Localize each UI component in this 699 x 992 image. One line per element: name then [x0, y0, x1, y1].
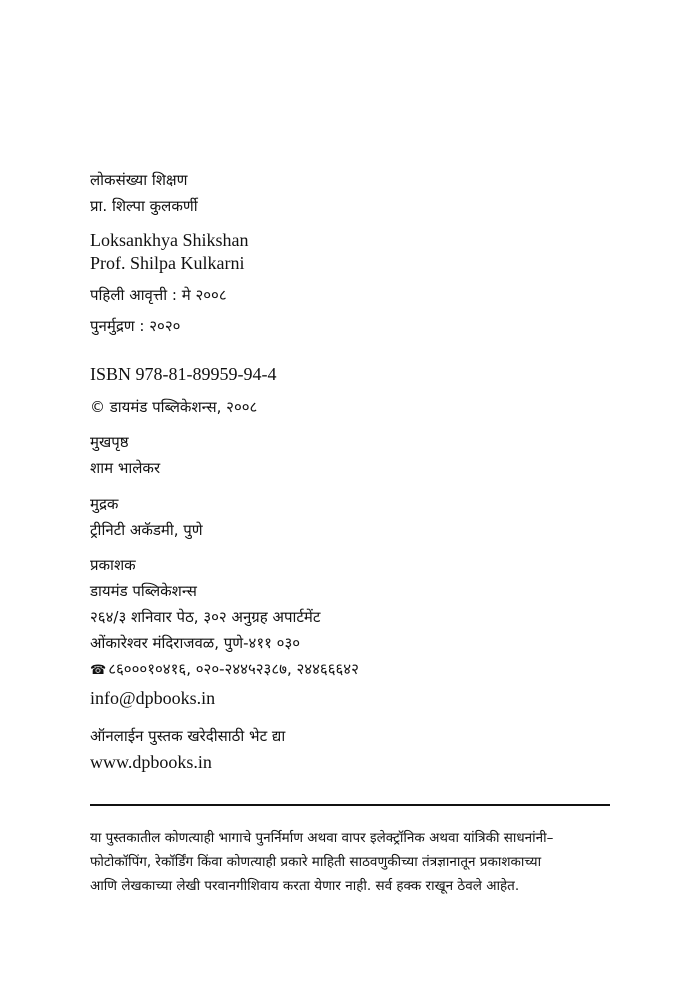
publisher-address-line-2: ओंकारेश्वर मंदिराजवळ, पुणे-४११ ०३० [90, 634, 301, 652]
first-edition: पहिली आवृत्ती : मे २००८ [90, 286, 227, 304]
online-purchase-label: ऑनलाईन पुस्तक खरेदीसाठी भेट द्या [90, 727, 286, 745]
publisher-name: डायमंड पब्लिकेशन्स [90, 582, 197, 600]
book-title-marathi: लोकसंख्या शिक्षण [90, 171, 188, 189]
notice-line-1: या पुस्तकातील कोणत्याही भागाचे पुनर्निर्माण अथवा वापर इलेक्ट्रॉनिक अथवा यांत्रिकी साधनांनी– [90, 830, 554, 846]
book-title-english: Loksankhya Shikshan [90, 230, 249, 250]
publisher-address-line-1: २६४/३ शनिवार पेठ, ३०२ अनुग्रह अपार्टमेंट [90, 608, 321, 626]
divider-rule [90, 804, 610, 806]
isbn: ISBN 978-81-89959-94-4 [90, 364, 277, 384]
cover-artist: शाम भालेकर [90, 459, 161, 477]
phone-numbers: ८६०००१०४१६, ०२०-२४४५२३८७, २४४६६६४२ [108, 660, 359, 678]
website-link[interactable]: www.dpbooks.in [90, 752, 212, 772]
printer-label: मुद्रक [90, 495, 119, 513]
author-marathi: प्रा. शिल्पा कुलकर्णी [90, 197, 198, 215]
notice-line-3: आणि लेखकाच्या लेखी परवानगीशिवाय करता येणार नाही. सर्व हक्क राखून ठेवले आहेत. [90, 878, 520, 894]
reprint-edition: पुनर्मुद्रण : २०२० [90, 317, 181, 335]
printer-name: ट्रीनिटी अकॅडमी, पुणे [90, 521, 203, 539]
publisher-label: प्रकाशक [90, 556, 136, 574]
cover-label: मुखपृष्ठ [90, 433, 129, 451]
phone-icon: ☎ [90, 663, 107, 678]
copyright: © डायमंड पब्लिकेशन्स, २००८ [90, 398, 258, 416]
author-english: Prof. Shilpa Kulkarni [90, 253, 245, 273]
publisher-phones [90, 662, 359, 677]
publisher-email[interactable]: info@dpbooks.in [90, 688, 216, 708]
notice-line-2: फोटोकॉपिंग, रेकॉर्डिंग किंवा कोणत्याही प्रकारे माहिती साठवणुकीच्या तंत्रज्ञानातून प्रकाशकाच्या [90, 854, 542, 870]
